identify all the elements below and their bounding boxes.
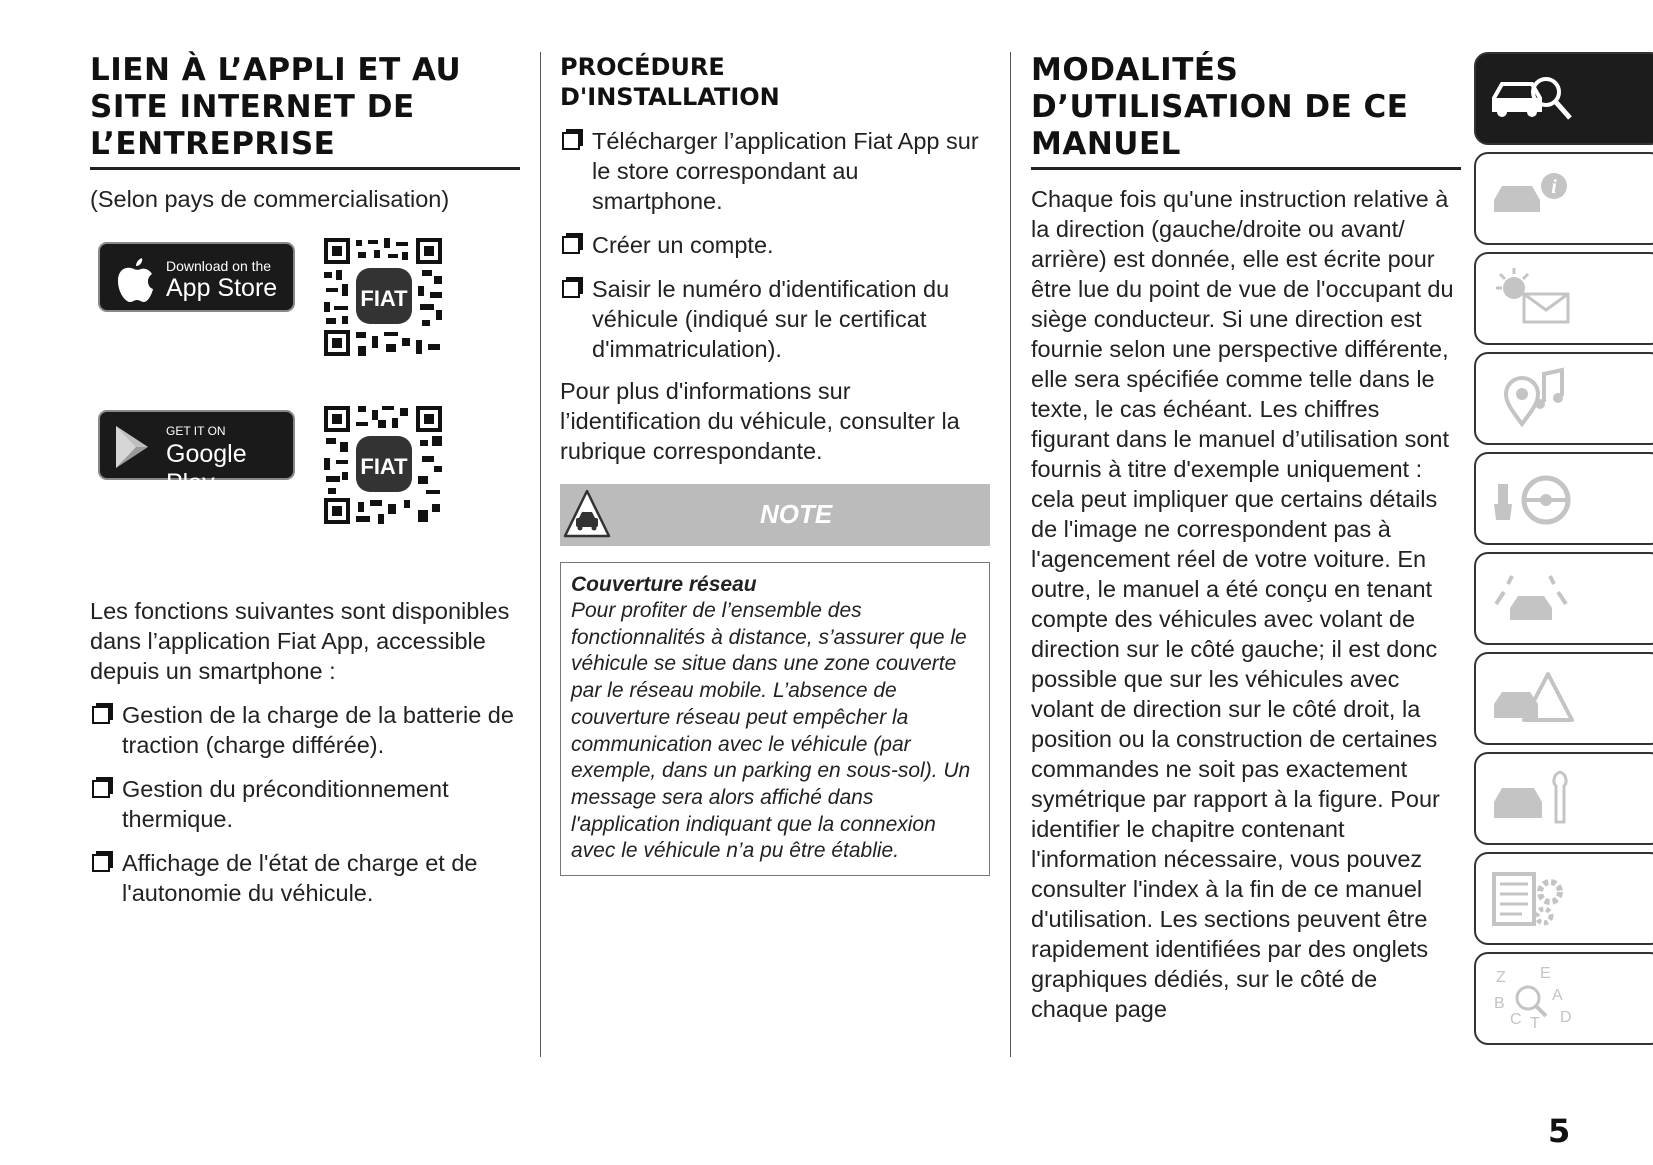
list-item (90, 848, 520, 908)
qr-code-google-play (322, 404, 444, 526)
title-underline (90, 167, 520, 170)
column-divider (1010, 52, 1011, 1057)
note-label: NOTE (760, 499, 833, 529)
google-play-icon (112, 424, 152, 470)
note-header (560, 484, 990, 546)
google-play-small-text: GET IT ON (166, 424, 226, 438)
maintenance-icon (1488, 764, 1578, 834)
svg-text:C: C (1510, 1011, 1522, 1028)
google-play-large-text: Google Play (166, 440, 247, 497)
list-item (560, 230, 990, 260)
car-search-icon (1488, 64, 1578, 134)
checkbox-bullet-icon (562, 132, 580, 150)
list-item-text: Saisir le numéro d'identification du véhicule (indiqué sur le certificat d'immatriculation). (592, 276, 950, 362)
list-item (90, 700, 520, 760)
section-title: MODALITÉS D’UTILISATION DE CE MANUEL (1031, 52, 1409, 162)
start-drive-icon (1488, 464, 1578, 534)
tab-emergency[interactable] (1474, 652, 1653, 745)
tab-index[interactable] (1474, 952, 1653, 1045)
emergency-icon (1488, 664, 1578, 734)
technical-data-icon (1488, 864, 1578, 934)
installation-section (560, 52, 990, 876)
section-title: LIEN À L’APPLI ET AU SITE INTERNET DE L’ENTREPRISE (90, 52, 462, 162)
checkbox-bullet-icon (562, 236, 580, 254)
functions-list (90, 700, 520, 908)
checkbox-bullet-icon (92, 854, 110, 872)
checkbox-bullet-icon (92, 780, 110, 798)
alphabetical-index-icon (1488, 964, 1578, 1034)
functions-intro: Les fonctions suivantes sont disponibles dans l’application Fiat App, accessible depuis un smartphone : (90, 598, 510, 684)
manual-usage-section (1031, 52, 1456, 1024)
page-number: 5 (1548, 1112, 1571, 1150)
svg-text:E: E (1540, 965, 1551, 982)
list-item-text: Affichage de l'état de charge et de l'autonomie du véhicule. (122, 850, 478, 906)
svg-text:T: T (1530, 1015, 1540, 1032)
tab-driver-assistance[interactable] (1474, 552, 1653, 645)
qr-code-app-store (322, 236, 444, 358)
column-divider (540, 52, 541, 1057)
app-store-large-text: App Store (166, 274, 278, 302)
list-item-text: Gestion de la charge de la batterie de traction (charge différée). (122, 702, 514, 758)
list-item-text: Gestion du préconditionnement thermique. (122, 776, 449, 832)
tab-dashboard[interactable] (1474, 152, 1653, 245)
app-store-badge[interactable] (98, 242, 295, 312)
info-paragraph: Pour plus d'informations sur l’identification du véhicule, consulter la rubrique correspondante. (560, 378, 960, 464)
tab-starting-driving[interactable] (1474, 452, 1653, 545)
google-play-badge[interactable] (98, 410, 295, 497)
qr-logo-text: FIAT (360, 286, 408, 311)
tab-multimedia[interactable] (1474, 352, 1653, 445)
qr-logo-text: FIAT (360, 454, 408, 479)
title-underline (1031, 167, 1461, 170)
section-title: PROCÉDURE D'INSTALLATION (560, 53, 780, 111)
tab-technical-data[interactable] (1474, 852, 1653, 945)
svg-text:B: B (1494, 995, 1505, 1012)
svg-text:Z: Z (1496, 969, 1506, 986)
note-body: Pour profiter de l’ensemble des fonctionnalités à distance, s’assurer que le véhicule se situe dans une zone couverte par le réseau mobile. L’absence de couverture réseau peut empêcher la communication avec le véhicule (par exemple, dans un parking en sous-sol). Un message sera alors affiché dans l'application indiquant que la connexion avec le véhicule n’a pu être établie. (571, 599, 971, 863)
tab-maintenance[interactable] (1474, 752, 1653, 845)
note-title: Couverture réseau (571, 573, 757, 596)
apple-icon (112, 254, 156, 304)
checkbox-bullet-icon (92, 706, 110, 724)
warning-car-icon (562, 488, 612, 540)
tab-safety[interactable] (1474, 252, 1653, 345)
app-link-section (90, 52, 520, 922)
installation-steps (560, 126, 990, 364)
list-item-text: Créer un compte. (592, 232, 774, 258)
app-store-small-text: Download on the (166, 258, 272, 274)
list-item (560, 126, 990, 216)
list-item (90, 774, 520, 834)
manual-usage-text: Chaque fois qu'une instruction relative à la direction (gauche/droite ou avant/ arrière) est donnée, elle est écrite pour être lue du point de vue de l'occupant du siège conducteur. Si une direction est fournie selon une perspective différente, elle sera spécifiée comme telle dans le texte, le cas échéant. Les chiffres figurant dans le manuel d’utilisation sont fournis à titre d'exemple uniquement : cela peut impliquer que certains détails de l'image ne correspondent pas à l'agencement réel de votre voiture. En outre, le manuel a été conçu en tenant compte des véhicules avec volant de direction sur le côté gauche; il est donc possible que sur les véhicules avec volant de direction sur le côté droit, la position ou la construction de certaines commandes ne soit pas exactement symétrique par rapport à la figure. Pour identifier le chapitre contenant l'information nécessaire, vous pouvez consulter l'index à la fin de ce manuel d'utilisation. Les sections peuvent être rapidement identifiées par des onglets graphiques dédiés, sur le côté de chaque page (1031, 186, 1454, 1022)
car-info-icon (1488, 164, 1578, 234)
svg-text:D: D (1560, 1009, 1572, 1026)
driving-assist-icon (1488, 564, 1578, 634)
multimedia-nav-icon (1488, 364, 1578, 434)
lights-warning-icon (1488, 264, 1578, 334)
note-box (560, 562, 990, 876)
checkbox-bullet-icon (562, 280, 580, 298)
list-item-text: Télécharger l’application Fiat App sur le store correspondant au smartphone. (592, 128, 979, 214)
svg-text:A: A (1552, 987, 1563, 1004)
list-item (560, 274, 990, 364)
svg-text:i: i (1551, 176, 1557, 198)
availability-note: (Selon pays de commercialisation) (90, 186, 450, 212)
tab-knowing-the-car[interactable] (1474, 52, 1653, 145)
